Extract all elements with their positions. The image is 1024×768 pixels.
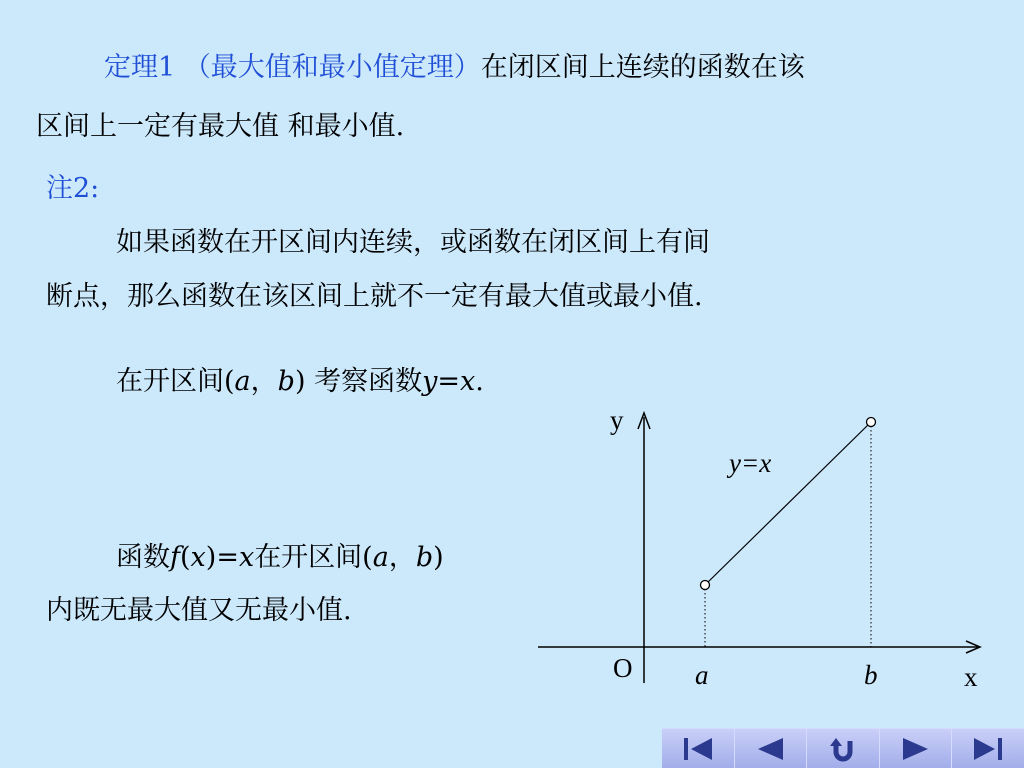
conclusion-b: b (415, 542, 434, 573)
conclusion-paren-open: ( (180, 542, 191, 573)
conclusion-x: x (190, 542, 206, 573)
example-period: . (475, 366, 484, 397)
origin-label: O (613, 653, 633, 683)
theorem-line-2: 区间上一定有最大值 和最小值. (36, 111, 405, 142)
slide-navigation (662, 728, 1024, 768)
conclusion-line-1 (116, 541, 444, 575)
next-slide-button[interactable] (879, 728, 952, 768)
return-icon (825, 735, 861, 763)
b-label: b (864, 660, 878, 690)
conclusion-f: f (170, 542, 180, 573)
example-comma: ， (250, 366, 278, 397)
return-button[interactable] (806, 728, 879, 768)
note-label: 注2: (46, 173, 100, 204)
open-endpoint-b (867, 418, 876, 427)
open-endpoint-a (701, 581, 710, 590)
first-slide-icon (680, 735, 716, 763)
line-label: y=x (729, 448, 772, 478)
example-prefix: 在开区间( (116, 366, 235, 397)
theorem-statement-1: 在闭区间上连续的函数在该 (480, 52, 805, 83)
theorem-name: （最大值和最小值定理） (183, 52, 481, 83)
example-line (116, 365, 484, 399)
conclusion-close: ) (433, 542, 444, 573)
function-line (705, 422, 871, 585)
example-func: y=x (422, 366, 476, 397)
theorem-label: 定理1 (104, 52, 176, 83)
last-slide-button[interactable] (951, 728, 1024, 768)
y-axis-label: y (610, 405, 624, 435)
conclusion-x2: x (238, 542, 255, 573)
conclusion-line-2: 内既无最大值又无最小值. (46, 595, 352, 626)
graph-svg (530, 395, 1000, 705)
x-axis-label: x (964, 662, 978, 692)
example-a: a (234, 366, 251, 397)
example-suffix: ) 考察函数 (294, 366, 423, 397)
note-line-1: 如果函数在开区间内连续，或函数在闭区间上有间 (116, 227, 710, 258)
previous-slide-icon (752, 735, 788, 763)
function-graph (530, 395, 1000, 705)
next-slide-icon (898, 735, 934, 763)
conclusion-mid: 在开区间( (254, 542, 373, 573)
conclusion-eq: )= (205, 542, 239, 573)
conclusion-comma: ， (388, 542, 416, 573)
note-line-2: 断点，那么函数在该区间上就不一定有最大值或最小值. (46, 281, 703, 312)
first-slide-button[interactable] (662, 728, 734, 768)
example-b: b (277, 366, 295, 397)
conclusion-prefix: 函数 (116, 542, 170, 573)
previous-slide-button[interactable] (734, 728, 807, 768)
conclusion-a: a (372, 542, 389, 573)
a-label: a (695, 660, 709, 690)
theorem-line-1 (104, 51, 805, 85)
last-slide-icon (970, 735, 1006, 763)
